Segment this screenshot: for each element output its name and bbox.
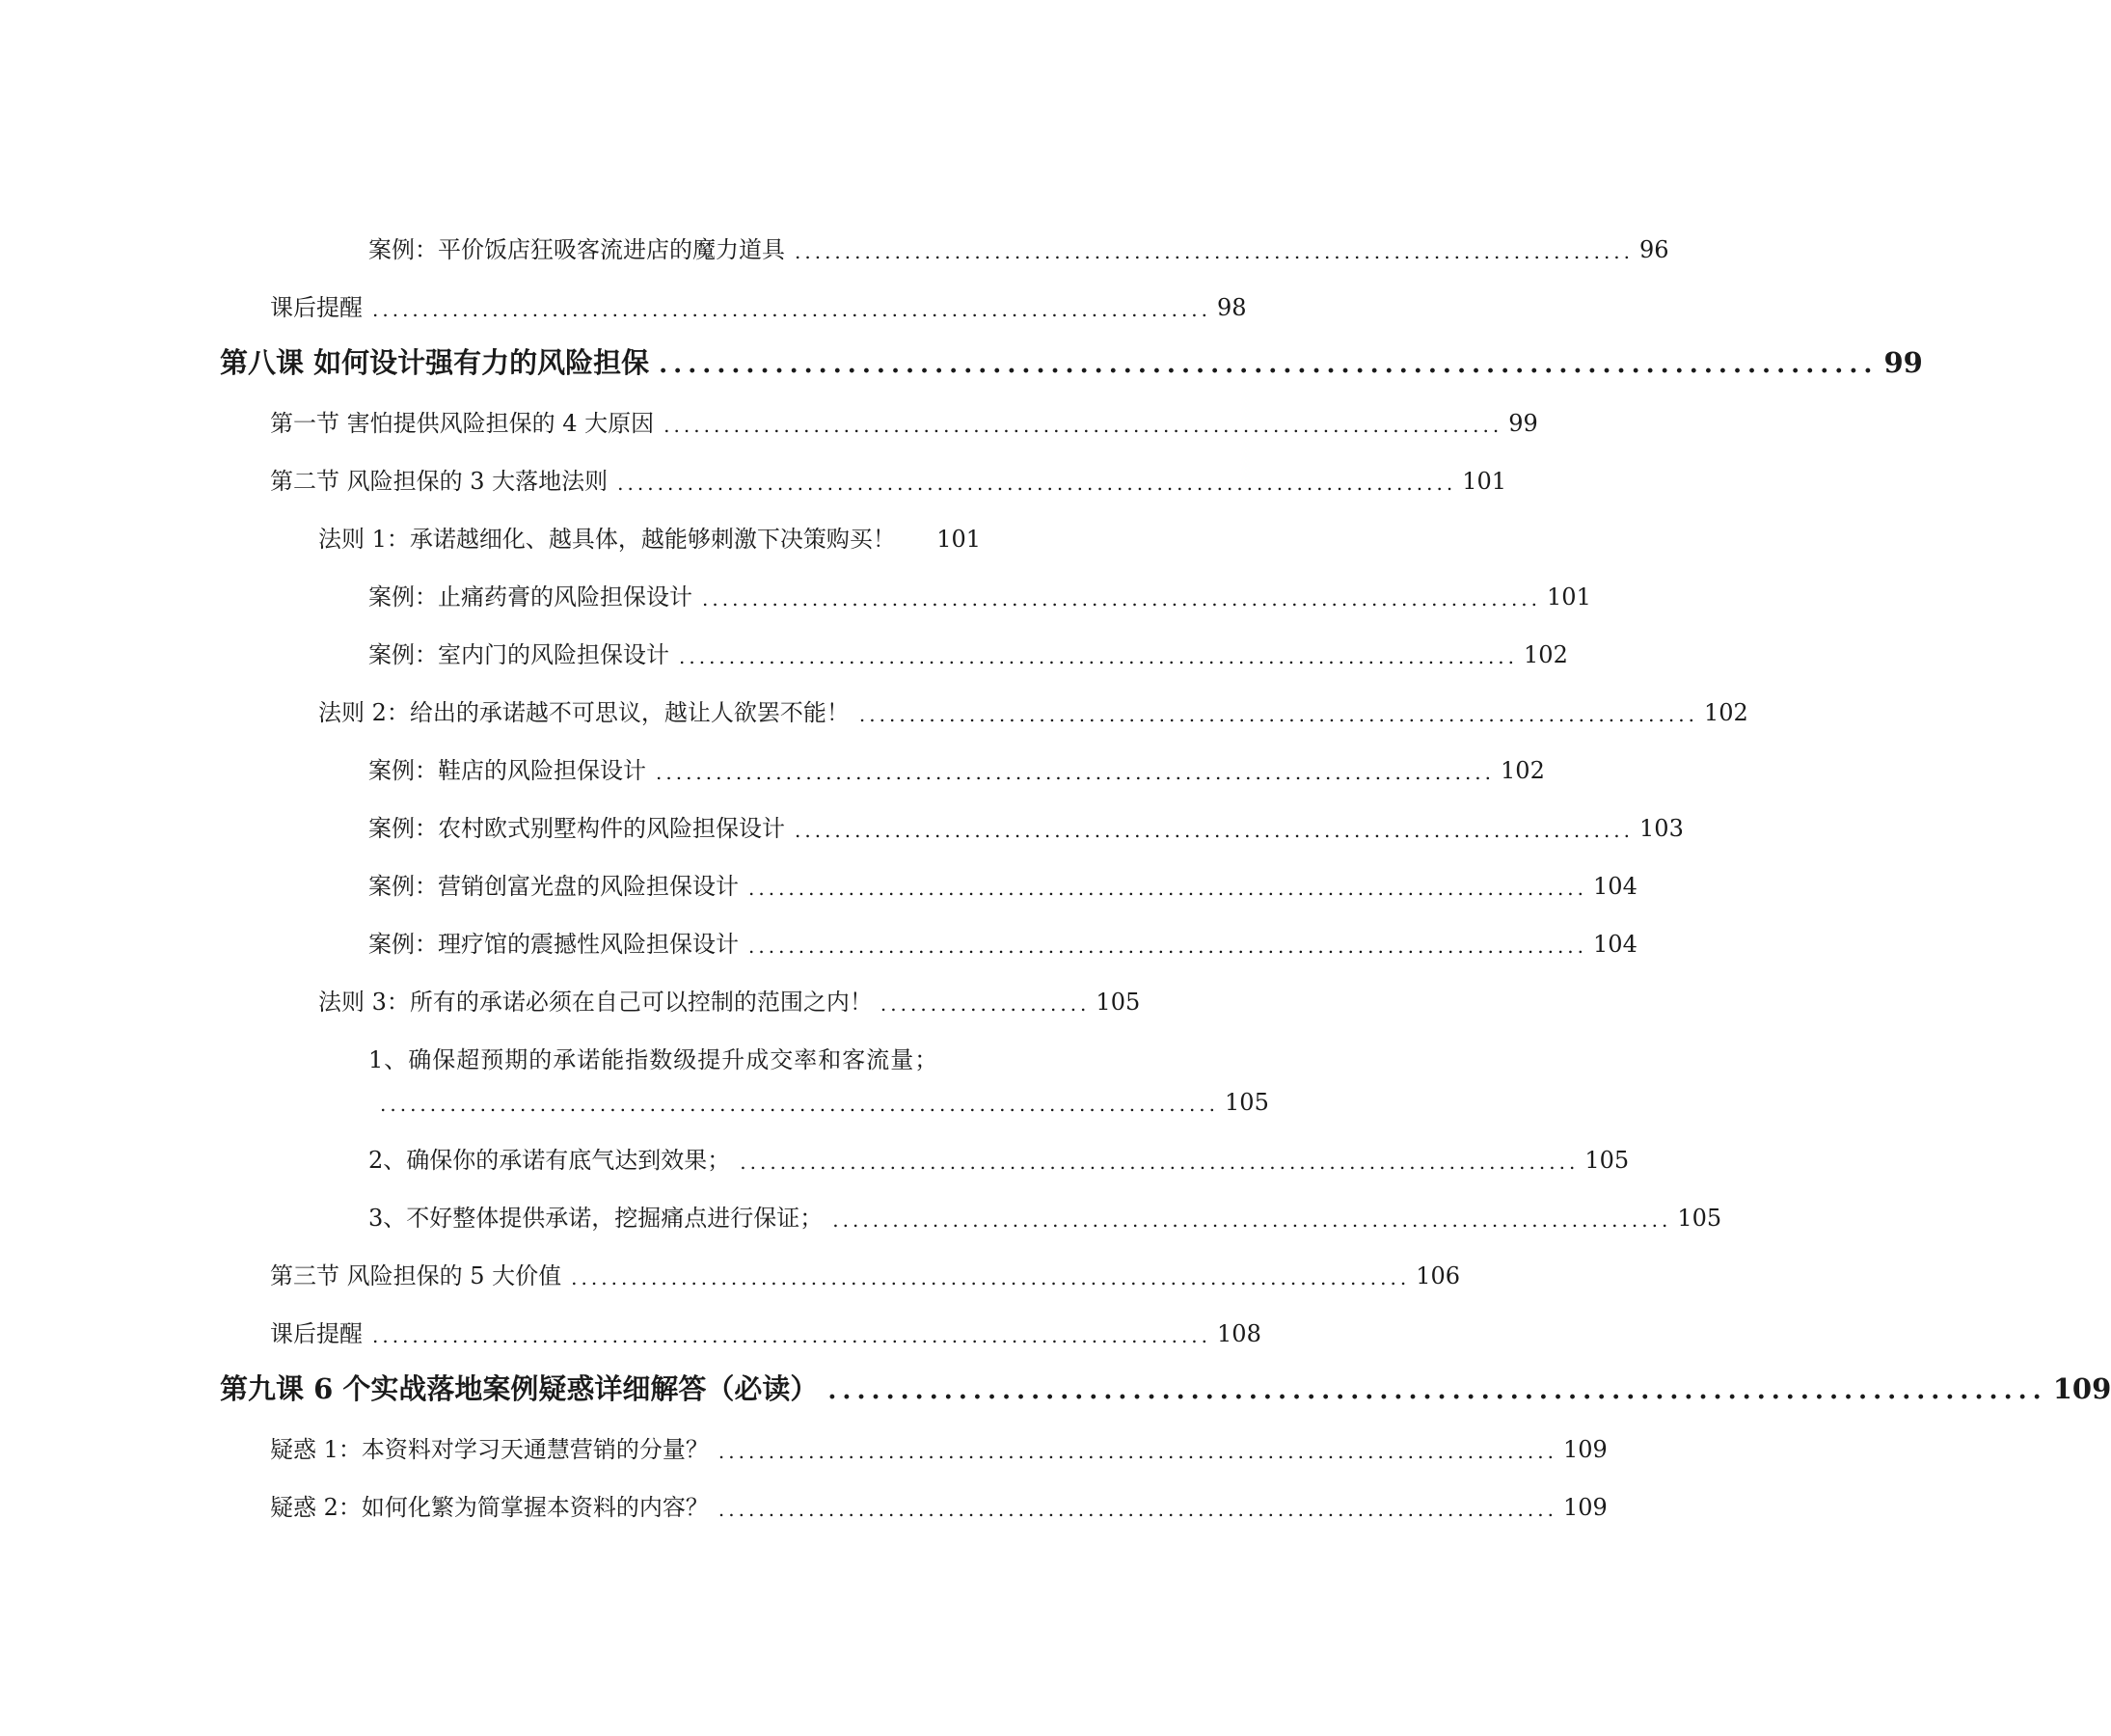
toc-entry-page: 104 bbox=[1593, 931, 1637, 958]
toc-leader-dots: .................................................................................... bbox=[748, 935, 1588, 958]
toc-leader-dots: .................................................................................... bbox=[571, 1266, 1411, 1289]
toc-entry-page: 98 bbox=[1217, 294, 1247, 321]
toc-entry-title: 2、确保你的承诺有底气达到效果； bbox=[368, 1147, 731, 1174]
toc-entry-page: 102 bbox=[1524, 641, 1568, 668]
toc-entry-page: 101 bbox=[1462, 468, 1506, 495]
toc-leader-dots: .................................................................................... bbox=[827, 1376, 2047, 1405]
toc-entry-title: 法则 1：承诺越细化、越具体，越能够刺激下决策购买！ bbox=[318, 526, 896, 553]
toc-entry bbox=[270, 1248, 1460, 1290]
toc-entry-title: 课后提醒 bbox=[270, 294, 363, 321]
toc-entry bbox=[270, 1422, 1608, 1464]
toc-entry-title: 法则 3：所有的承诺必须在自己可以控制的范围之内！ bbox=[318, 989, 873, 1016]
toc-chapter-title: 第九课 6 个实战落地案例疑惑详细解答（必读） bbox=[220, 1372, 819, 1405]
toc-entry bbox=[368, 1190, 1722, 1233]
toc-entry-page: 105 bbox=[1096, 989, 1141, 1016]
toc-leader-dots: .................................................................................... bbox=[717, 1440, 1557, 1463]
toc-leader-dots: .................................................................................... bbox=[656, 761, 1496, 784]
toc-entry-page: 105 bbox=[1584, 1147, 1630, 1174]
toc-entry-continuation bbox=[380, 1074, 1269, 1117]
toc-leader-dots: ..................... bbox=[880, 992, 1091, 1016]
toc-chapter-page: 109 bbox=[2052, 1372, 2111, 1405]
toc-chapter-title: 第八课 如何设计强有力的风险担保 bbox=[220, 346, 650, 379]
toc-entry-title: 法则 2：给出的承诺越不可思议，越让人欲罢不能！ bbox=[318, 699, 850, 726]
toc-entry-page: 105 bbox=[1225, 1089, 1269, 1116]
toc-leader-dots: .................................................................................... bbox=[740, 1151, 1580, 1174]
toc-entry-title: 案例：室内门的风险担保设计 bbox=[368, 641, 669, 668]
toc-entry bbox=[368, 1132, 1630, 1175]
toc-entry-page: 102 bbox=[1703, 699, 1748, 726]
toc-entry-title: 第一节 害怕提供风险担保的 4 大原因 bbox=[270, 410, 655, 437]
toc-entry bbox=[368, 222, 1669, 264]
toc-leader-dots: .................................................................................... bbox=[617, 472, 1457, 495]
toc-entry-page: 99 bbox=[1508, 410, 1538, 437]
toc-leader-dots: .................................................................................... bbox=[832, 1208, 1672, 1232]
toc-entry bbox=[270, 395, 1538, 438]
toc-leader-dots: .................................................................................... bbox=[380, 1093, 1220, 1116]
toc-entry-page: 106 bbox=[1416, 1262, 1460, 1289]
toc-entry bbox=[318, 511, 981, 554]
toc-entry-title: 案例：农村欧式别墅构件的风险担保设计 bbox=[368, 815, 785, 842]
toc-leader-dots: .................................................................................... bbox=[795, 240, 1635, 263]
toc-entry bbox=[368, 569, 1591, 611]
toc-leader-dots: .................................................................................... bbox=[659, 350, 1879, 379]
toc-entry bbox=[270, 453, 1506, 496]
toc-entry-title: 案例：鞋店的风险担保设计 bbox=[368, 757, 646, 784]
toc-entry-page: 109 bbox=[1562, 1494, 1608, 1521]
toc-leader-dots: .................................................................................... bbox=[858, 703, 1698, 726]
toc-leader-dots: .................................................................................... bbox=[372, 1324, 1212, 1347]
toc-entry-page: 109 bbox=[1562, 1436, 1608, 1463]
toc-entry bbox=[368, 627, 1568, 669]
toc-entry-page: 105 bbox=[1677, 1205, 1722, 1232]
toc-entry bbox=[318, 974, 1141, 1017]
toc-leader-dots: .................................................................................... bbox=[717, 1498, 1557, 1521]
toc-leader-dots: .................................................................................... bbox=[372, 298, 1212, 321]
toc-entry-page: 102 bbox=[1501, 757, 1545, 784]
toc-entry-title: 第二节 风险担保的 3 大落地法则 bbox=[270, 468, 609, 495]
toc-leader-dots: .................................................................................... bbox=[679, 645, 1519, 668]
toc-entry bbox=[368, 858, 1637, 901]
toc-entry-title: 案例：理疗馆的震撼性风险担保设计 bbox=[368, 931, 739, 958]
toc-entry bbox=[368, 800, 1684, 843]
toc-entry-title: 3、不好整体提供承诺，挖掘痛点进行保证； bbox=[368, 1205, 824, 1232]
toc-entry-title: 案例：营销创富光盘的风险担保设计 bbox=[368, 873, 739, 900]
toc-leader-dots: .................................................................................... bbox=[702, 587, 1542, 610]
toc-leader-dots: .................................................................................... bbox=[663, 414, 1503, 437]
toc-entry-title: 案例：平价饭店狂吸客流进店的魔力道具 bbox=[368, 236, 785, 263]
toc-entry-title: 1、确保超预期的承诺能指数级提升成交率和客流量； bbox=[368, 1046, 939, 1073]
toc-entry bbox=[368, 743, 1545, 785]
toc-chapter-page: 99 bbox=[1883, 346, 1923, 379]
toc-entry-page: 104 bbox=[1593, 873, 1637, 900]
toc-entry bbox=[318, 685, 1748, 727]
toc-entry-title: 第三节 风险担保的 5 大价值 bbox=[270, 1262, 562, 1289]
toc-entry bbox=[270, 1479, 1608, 1522]
toc-entry bbox=[368, 916, 1637, 959]
toc-entry-page: 108 bbox=[1217, 1320, 1261, 1347]
toc-leader-dots: .................................................................................... bbox=[748, 877, 1588, 900]
toc-entry bbox=[368, 1032, 981, 1074]
toc-entry-page: 96 bbox=[1639, 236, 1669, 263]
toc-entry-page: 101 bbox=[936, 526, 981, 553]
toc-entry-title: 疑惑 2：如何化繁为简掌握本资料的内容？ bbox=[270, 1494, 709, 1521]
toc-entry-title: 课后提醒 bbox=[270, 1320, 363, 1347]
toc-entry bbox=[270, 1306, 1261, 1348]
toc-entry bbox=[270, 280, 1247, 322]
toc-chapter bbox=[220, 334, 1923, 380]
toc-entry-title: 疑惑 1：本资料对学习天通慧营销的分量？ bbox=[270, 1436, 709, 1463]
toc-entry-title: 案例：止痛药膏的风险担保设计 bbox=[368, 583, 692, 610]
toc-leader-dots: .................................................................................... bbox=[795, 819, 1635, 842]
toc-chapter bbox=[220, 1360, 2111, 1406]
toc-entry-page: 103 bbox=[1639, 815, 1684, 842]
toc-entry-page: 101 bbox=[1547, 583, 1591, 610]
